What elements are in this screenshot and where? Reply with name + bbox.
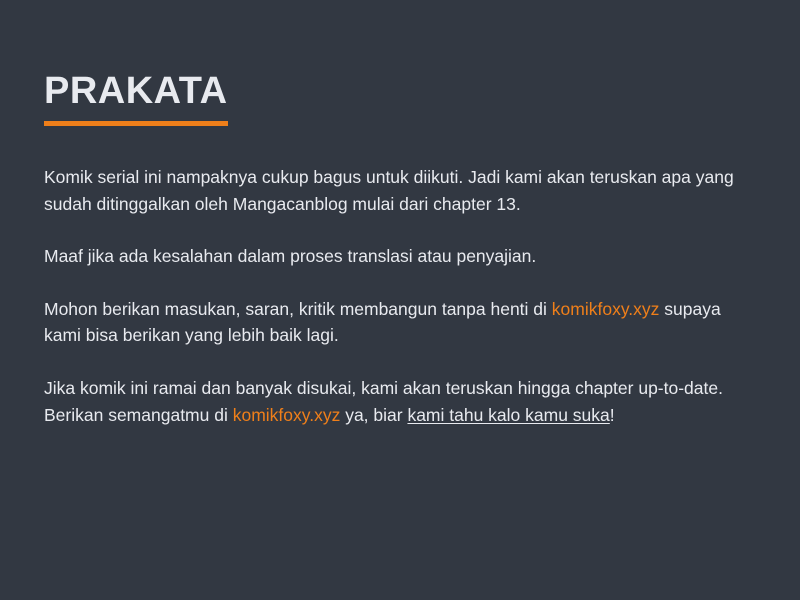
- site-link-support[interactable]: komikfoxy.xyz: [232, 404, 341, 425]
- paragraph-apology-text: Maaf jika ada kesalahan dalam proses translasi atau penyajian.: [44, 246, 537, 267]
- site-link-feedback[interactable]: komikfoxy.xyz: [551, 298, 660, 319]
- paragraph-intro-text: Komik serial ini nampaknya cukup bagus untuk diikuti. Jadi kami akan teruskan apa yang sudah ditinggalkan oleh Mangacanblog mulai dari chapter 13.: [44, 167, 734, 214]
- paragraph-apology: [44, 243, 754, 270]
- paragraph-support-text-1: Jika komik ini ramai dan banyak disukai, kami akan teruskan hingga chapter up-to-date. Berikan semangatmu di: [44, 377, 723, 425]
- page-title: PRAKATA: [44, 70, 228, 126]
- paragraph-support-text-2: ya, biar: [340, 404, 408, 425]
- paragraph-intro: [44, 164, 754, 217]
- emphasis-phrase: kami tahu kalo kamu suka: [407, 404, 610, 425]
- paragraph-support-text-3: !: [609, 404, 615, 425]
- paragraph-feedback-text-1: Mohon berikan masukan, saran, kritik membangun tanpa henti di: [44, 298, 552, 319]
- preface-body: [44, 164, 756, 428]
- paragraph-feedback-text-2: supaya kami bisa berikan yang lebih baik lagi.: [44, 298, 721, 346]
- paragraph-support: [44, 375, 754, 428]
- paragraph-feedback: [44, 296, 754, 349]
